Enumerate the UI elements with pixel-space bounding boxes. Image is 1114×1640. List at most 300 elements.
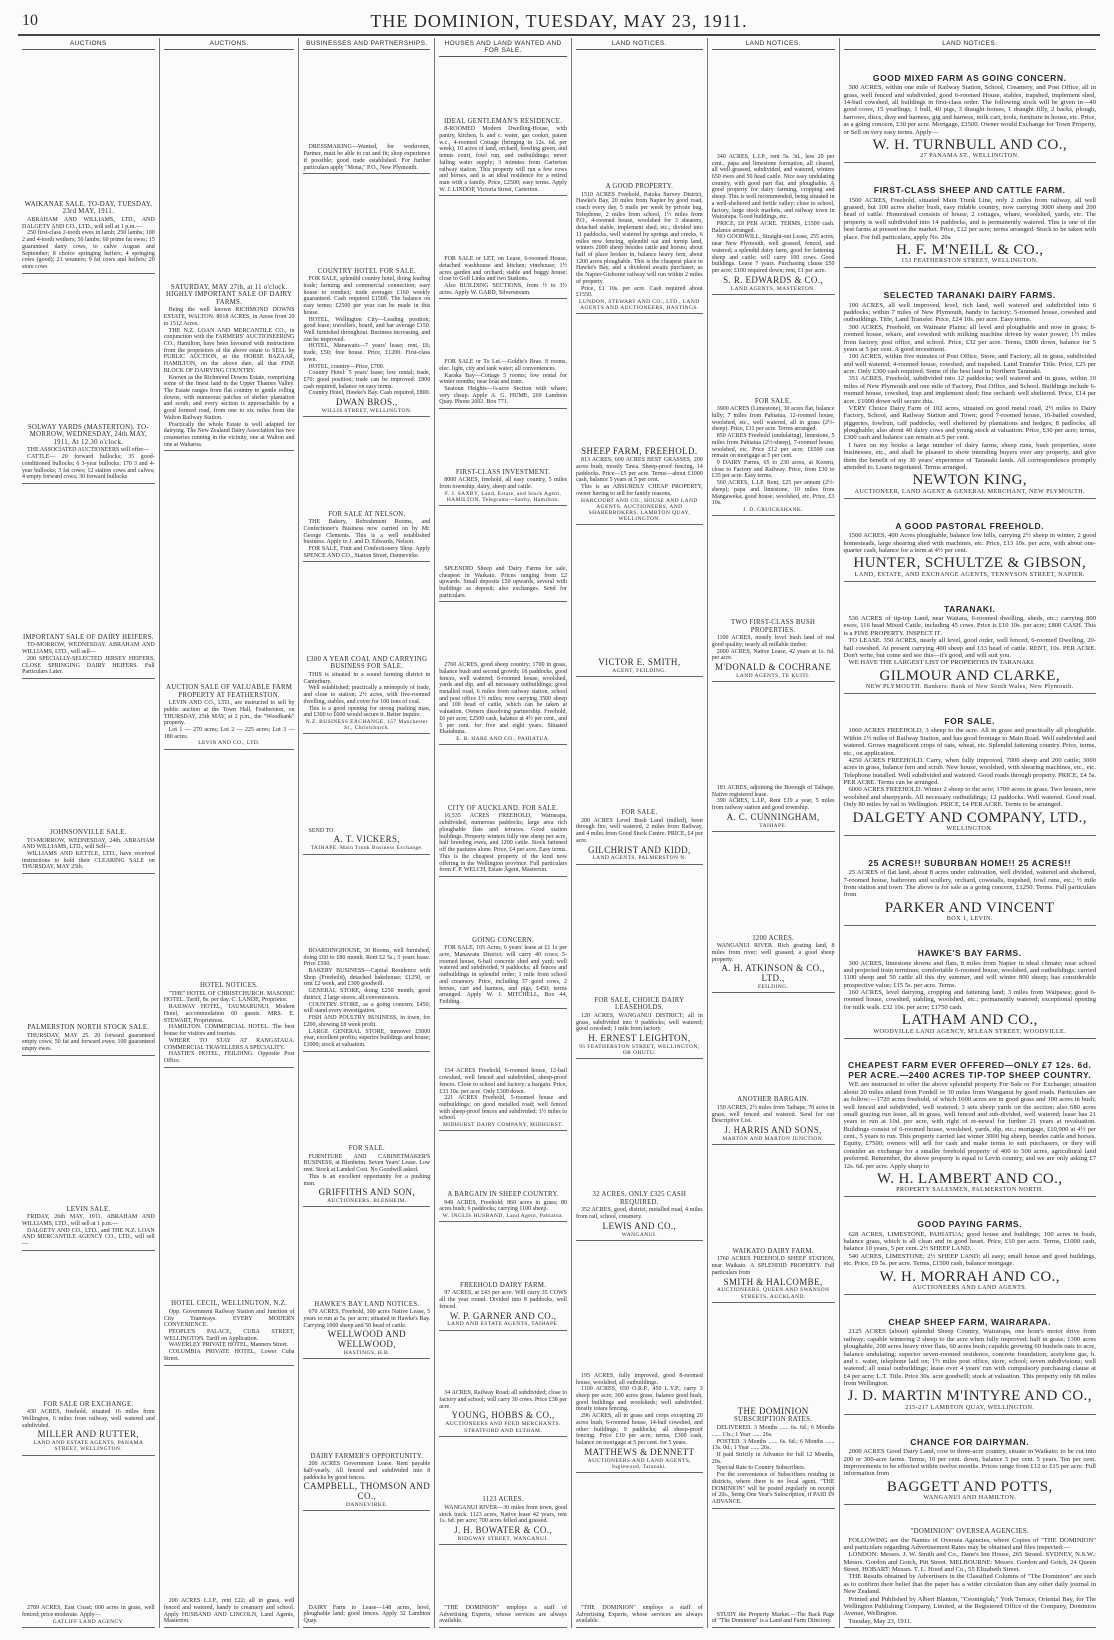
advertisement bbox=[844, 947, 1097, 1039]
advertisement bbox=[844, 715, 1097, 836]
ad-heading: 1200 ACRES. bbox=[752, 934, 795, 942]
advertisement bbox=[439, 116, 567, 197]
ad-text: WANGANUI RIVER. Rich grazing land, 8 miles from river; well grassed; a good sheep property. bbox=[711, 943, 835, 963]
advertiser-name: J. D. MARTIN M'INTYRE AND CO., bbox=[847, 1388, 1092, 1405]
advertiser-name: YOUNG, HOBBS & CO., bbox=[451, 1410, 555, 1421]
ad-text: 1100 ACRES, mostly level bush land of real good quality; nearly all millable timber. bbox=[711, 635, 835, 648]
advertiser-address: FEILDING. bbox=[757, 984, 789, 991]
column-content bbox=[712, 38, 835, 51]
advertiser-name: M'DONALD & COCHRANE bbox=[715, 662, 832, 673]
ad-text: THE Bakery, Refreshment Rooms, and Confectioner's Business now carried on by Mr. George Clements. This is a well established business. Apply to J. and D. Edwards, Nelson. bbox=[303, 519, 431, 546]
advertiser-name: H. ERNEST LEIGHTON, bbox=[588, 1032, 691, 1043]
ad-text: 2760 ACRES, good sheep country; 1700 in grass, balance bush and second growth; 16 paddocks, good fences, well watered; 6-roomed house, woolshed, yards and dip, and all necessary outbuildings; good metalled road, 6 miles from railway station, school and post office 1½ miles; now carrying 3500 sheep and 100 head of cattle, which can be taken at valuation. Owners dissolving partnership. Freehold, £6 per acre; £2500 cash, balance at 4½ per cent., and 5 per cent. for five and eight years. Situated Ekatahuna. bbox=[439, 662, 567, 736]
ad-text: THE N.Z. LOAN AND MERCANTILE CO., in conjunction with the FARMERS' AUCTIONEERING CO., Hamilton, have been favoured with instructions from the proprietors of the above estate to SELL by PUBLIC AUCTION, at the HORSE BAZAAR, HAMILTON, on the above date, all that FINE BLOCK OF DAIRYING COUNTRY. bbox=[163, 327, 295, 374]
ad-text: Known as the Richmond Downs Estate, comprising some of the finest land in the Upper Thames Valley. The Estate ranges from flat country to gentle rolling downs, with numerous patches of shelter plantation and scrub; and every section is approachable by a good formed road, from one to six miles from the Walton Railway Station. bbox=[163, 374, 295, 421]
ad-text: Well established; practically a monopoly of trade, and close to station; 2½ acres, with five-roomed dwelling, stables, and cover for 100 tons of coal. bbox=[303, 685, 431, 705]
ad-text: Tuesday, May 23, 1911. bbox=[848, 1617, 912, 1625]
advertiser-address: 215-217 LAMBTON QUAY, WELLINGTON. bbox=[905, 1403, 1035, 1411]
column-header: LAND NOTICES. bbox=[844, 38, 1097, 50]
advertiser-address: WOODVILLE LAND AGENCY, M'LEAN STREET, WOODVILLE. bbox=[873, 1027, 1067, 1035]
ad-text: 150 ACRES, 2½ miles from Taihape, 70 acres in grass, well fenced and watered. Send for our Descriptive List. bbox=[711, 1104, 835, 1125]
ad-text: "THE DOMINION" employs a staff of Advertising Experts, whose services are always available. bbox=[439, 1604, 567, 1625]
ad-heading: FIRST-CLASS SHEEP AND CATTLE FARM. bbox=[873, 185, 1066, 196]
advertisement bbox=[844, 184, 1097, 268]
advertiser-address: W. INGLIS HUSBAND, Land Agent, Pahiatua. bbox=[442, 1212, 564, 1219]
column-content bbox=[164, 38, 295, 51]
ad-text: Being the well known RICHMOND DOWNS ESTATE, WALTON. 8018 ACRES, in Areas from 20 to 1512 Acres. bbox=[163, 307, 295, 327]
ad-text: COLUMBIA PRIVATE HOTEL, Lower Cuba Street. bbox=[163, 1349, 295, 1362]
ad-text: 120 ACRES, WANGANUI DISTRICT; all in grass, subdivided into 9 paddocks; well watered; good cowshed; 1 mile from factory. bbox=[575, 1012, 703, 1033]
advertiser-address: E. B. HARE AND CO., PAHIATUA. bbox=[456, 736, 550, 743]
advertiser-address: BOX 1, LEVIN. bbox=[946, 915, 993, 923]
ad-text: 296 ACRES, all in grass and crops excepting 20 acres bush, 6-roomed house, 14-bail cowshed, and other buildings; 9 paddocks; all sheep-proof fencing. Price £10 per acre; terms, £300 cash, balance on mortgage at 5 per cent. for 5 years. bbox=[575, 1413, 703, 1446]
ad-heading: WAIKATO DAIRY FARM. bbox=[732, 1247, 814, 1255]
advertiser-address: LAND AGENTS, TE KUITI. bbox=[736, 672, 811, 679]
masthead bbox=[18, 8, 1100, 36]
ad-text: 949 ACRES, Freehold; 860 acres in grass; 80 acres bush; 6 paddocks; carrying 1100 sheep. bbox=[439, 1199, 567, 1213]
ad-text: 540 ACRES, LIMESTONE; 2½ SHEEP LAND; all easy; small house and good buildings, etc. Price, £9 5s. per acre. Terms, £1500 cash, balance mortgage. bbox=[843, 1252, 1096, 1268]
ad-text: 2789 ACRES, East Coast; 600 acres in grass, well fenced; price moderate. Apply— bbox=[22, 1605, 155, 1619]
ad-text: 154 ACRES Freehold, 6-roomed house, 12-bail cowshed, well fenced and subdivided, sheep-proof fences. Close to school and factory; a bargain. Price, £33 10s. per acre. Only £300 down. bbox=[439, 1068, 567, 1095]
advertiser-address: RIDGWAY STREET, WANGANUI. bbox=[457, 1535, 549, 1542]
advertiser-address: AGENT, FEILDING. bbox=[612, 668, 667, 674]
advertisement bbox=[439, 1280, 567, 1331]
ad-text: FOLLOWING are the Names of Oversea Agencies, where Copies of "THE DOMINION" and particulars regarding Advertisement Rates may be obtained and files inspected:— bbox=[843, 1536, 1096, 1551]
ad-text: BOARDINGHOUSE, 30 Rooms, well furnished, doing £60 to £80 month. Rent £2 5s.; 5 years lease. Price £500. bbox=[303, 947, 431, 968]
advertisement bbox=[576, 1189, 703, 1241]
advertisement bbox=[22, 422, 155, 484]
advertiser-name: W. P. GARNER AND CO., bbox=[449, 1310, 557, 1321]
ad-text: WE are instructed to offer the above splendid property For Sale or For Exchange; situation about 20 miles inland from Fordell or 30 miles from Wanganui by good roads. Particulars are as follow:—1720 acres freehold, of which 1600 acres are in good grass and 100 acres in bush; well fenced and subdivided, well watered, 3 sets sheep yards on the section; also 680 acres small grazing run lease, all in grass, well fenced and sub-divided, well watered; lease has 21 years to run at 10d. per acre, with right of re-newal for further 21 years at revaluation. Buildings consist of 6-roomed house, woolshed, yards, dip, etc.; mortgage, £10,900 at 4½ per cent., 5 years to run. This property carried last winter 3000 big sheep, besides cattle and horses. Equity, £7500; owners will sell for cash and make terms to suit purchasers, or they will consider an exchange for a smaller freehold property of 400 to 500 acres, agricultural land preferred. Remember, the above property is equal to Levin country, and we are only asking £7 12s. 6d. per acre. Apply sharp to bbox=[843, 1081, 1096, 1170]
advertiser-address: MIDHURST DAIRY COMPANY, MIDHURST. bbox=[443, 1122, 564, 1129]
ad-text: 352 ACRES, good, district, metalled road, 4 miles from rail, school, creamery. bbox=[575, 1207, 703, 1221]
advertisement bbox=[164, 1298, 295, 1365]
advertiser-address: PROPERTY SALESMEN, PALMERSTON NORTH. bbox=[896, 1186, 1044, 1194]
advertisement bbox=[22, 827, 155, 874]
advertiser-name: A. C. CUNNINGHAM, bbox=[726, 811, 820, 822]
ad-text: WE HAVE THE LARGEST LIST OF PROPERTIES IN TARANAKI. bbox=[848, 659, 1035, 667]
ad-text: 250 first-class 2-tooth ewes in lamb; 250 lambs; 100 2 and 4-tooth wethers; 50 lambs; 60 prime fat ewes; 15 guaranteed dairy cows, to calve August and September; 8 choice springing heifers; 4 springing cows (good); 21 weaners; 9 fat cows and heifers; 20 store cows bbox=[22, 230, 155, 271]
ad-text: TO-MORROW, WEDNESDAY, 24th. ABRAHAM AND WILLIAMS, LTD., will Sell— bbox=[22, 837, 155, 851]
column-content bbox=[844, 38, 1097, 51]
column-header: HOUSES AND LAND WANTED AND FOR SALE. bbox=[439, 38, 567, 57]
ad-text: VERY Choice Dairy Farm of 102 acres, situated on good metal road, 2½ miles to Dairy Factory, School, and Railway Station and Town; good 7-roomed house, 10-bailed cowshed, piggeries, fowlrun, calf paddocks, well sheltered by plantations and hedges; 8 padlocks, all ploughable; also about 40 dairy cows and young stock at valuation. Price, £30 per acre; terms, £300 cash and balance can remain at 5 per cent. bbox=[843, 404, 1096, 442]
ad-heading: FIRST-CLASS INVESTMENT. bbox=[455, 468, 551, 476]
ad-text: Price, £1 10s. per acre. Cash required about £1550. bbox=[575, 285, 703, 299]
advertiser-name: GRIFFITHS AND SON, bbox=[318, 1187, 416, 1198]
ad-text: HOTEL, Wellington City—Leading position; good lease; travellers, board, and bar average £150. Well furnished throughout. Business increasing, and can be improved. bbox=[303, 316, 431, 343]
ad-text: 34 ACRES, Railway Road; all subdivided; close to factory and school; will carry 30 cows. Price £38 per acre. bbox=[439, 1390, 567, 1410]
advertisement bbox=[439, 803, 567, 877]
ad-heading: TARANAKI. bbox=[943, 603, 996, 614]
advertiser-address: GATLIFF LAND AGENCY. bbox=[52, 1618, 125, 1625]
ad-text: PEOPLE'S PALACE, CUBA STREET, WELLINGTON. Tariff on Application. bbox=[163, 1328, 295, 1342]
ad-text: Opp. Government Railway Station and Junction of City Tramways. EVERY MODERN CONVENIENCE. bbox=[163, 1308, 295, 1329]
advertisement bbox=[712, 617, 835, 682]
ad-text: HOTEL, country—Price, £700. bbox=[308, 363, 385, 370]
ad-title: THE DOMINION bbox=[737, 1405, 809, 1416]
advertiser-name: LEWIS AND CO., bbox=[602, 1220, 677, 1231]
ad-text: 8-ROOMED Modern Dwelling-House, with pantry, kitchen, h. and c. water, gas cooker, patent w.c., 4-roomed Cottage (bringing in 12s. 6d. per week), 10 acres of land, orchard, bowling green, and tennis court, fowl run, and outbuildings; never failing water supply; 3 minutes from Carterton railway station. This property will run a few cows and horses, and is an ideal residence for a retired man with a family. Price, £2500; easy terms. Apply W. J. LINDOP, Victoria Street, Carterton. bbox=[439, 126, 567, 193]
advertiser-name: W. H. LAMBERT AND CO., bbox=[877, 1170, 1063, 1187]
column bbox=[435, 38, 572, 1628]
ad-text: COUNTRY STORE, as a going concern; £450; will stand every investigation. bbox=[303, 1001, 431, 1015]
ad-heading: CHANCE FOR DAIRYMAN. bbox=[910, 1436, 1030, 1447]
ad-text: FURNITURE AND CABINETMAKER'S BUSINESS, at Blenheim. Seven Years' Lease. Low rent. Stock at Landed Cost. No Goodwill asked. bbox=[303, 1153, 431, 1174]
advertisement bbox=[844, 520, 1097, 582]
advertisement bbox=[439, 467, 567, 506]
ad-text: FOR SALE, splendid country hotel, doing leading trade; farming and commercial connection; easy house to conduct; trade averages £160 weekly guaranteed. Cash required £1500. The balance on easy terms; £2500 per year can be made in this house. bbox=[303, 276, 431, 316]
advertisement bbox=[844, 603, 1097, 695]
ad-text: TO-MORROW, WEDNESDAY. ABRAHAM AND WILLIAMS, LTD., will sell— bbox=[22, 642, 155, 656]
ad-text: Special Rate to Country Subscribers. bbox=[716, 1465, 806, 1472]
ad-text: POSTED. 3 Months ...... 6s. 6d.; 6 Months ...... 13s. 0d.; 1 Year ...... 26s. bbox=[711, 1438, 835, 1452]
advertiser-address: AUCTIONEERS AND LAND AGENTS, Inglewood, Taranaki. bbox=[587, 1457, 691, 1470]
column bbox=[708, 38, 840, 1628]
ad-text: TO LEASE. 350 ACRES, nearly all level, good order, well fenced, 6-roomed Dwelling, 20-bail cowshed. At present carrying 400 sheep and 133 head of cattle. RENT, 10s. PER ACRE. Don't write, but come and see this—it's good, and will suit you. bbox=[843, 637, 1096, 659]
advertiser-address: LAND AND ESTATE AGENTS, TAIHAPE. bbox=[447, 1321, 559, 1328]
ad-text: 1500 ACRES, 400 Acres ploughable, balance low hills, carrying 2½ sheep in winter; 2 good homesteads, large shearing shed with machines, etc. Price, £13 10s. per acre, with about one-quarter cash, balance for a term at 4½ per cent. bbox=[843, 532, 1096, 554]
advertisement bbox=[439, 935, 567, 1009]
advertiser-address: N.Z. BUSINESS EXCHANGE, 157 Manchester St., Christchurch. bbox=[305, 719, 428, 732]
advertisement bbox=[439, 660, 567, 745]
advertiser-name: DWAN BROS., bbox=[336, 397, 398, 408]
ad-heading: GOING CONCERN. bbox=[472, 936, 535, 944]
ad-text: SEND TO bbox=[308, 827, 334, 834]
ad-text: 4250 ACRES FREEHOLD. Carry, when fully improved, 7000 sheep and 200 cattle; 3000 acres in grass, balance fern and scrub. New house, woolshed, with shearing machines, etc., etc. Telephone installed. Well subdivided and watered. Good roads through property. PRICE, £4 5s. PER ACRE. Terms can be arranged. bbox=[843, 756, 1096, 787]
ad-heading: FOR SALE. bbox=[621, 809, 658, 817]
ad-heading: WAIKANAE SALE. TO-DAY, TUESDAY, 23rd MAY, 1911. bbox=[24, 200, 153, 216]
ad-heading: LEVIN SALE. bbox=[66, 1205, 111, 1213]
advertiser-address: 153 FEATHERSTON STREET, WELLINGTON. bbox=[901, 257, 1039, 265]
advertiser-name: LATHAM AND CO., bbox=[901, 1012, 1038, 1029]
ad-title: SHEEP FARM, FREEHOLD. bbox=[581, 446, 698, 457]
advertiser-name: CAMPBELL, THOMSON AND CO., bbox=[303, 1481, 431, 1502]
advertisement bbox=[303, 1299, 430, 1360]
ad-text: DAIRY Farm to Lease—148 acres, level, ploughable land; good fences. Apply 32 Lambton Quay. bbox=[303, 1604, 431, 1625]
ad-text: 25 ACRES of flat land, about 8 acres under cultivation, well divided, watered and sheltered, 7-roomed house, bathroom and scullery, orchard, cowstalls, trapshed, fowl runs, etc.; ½ mile from station and town. The above is for sale as a going concern, £1250. Terms. Full particulars from bbox=[843, 869, 1096, 899]
ad-text: 100 ACRES, all well improved, level, rich land, well watered and subdivided into 6 paddocks; within 7 miles of New Plymouth, handy to factory; 5-roomed house, cowshed and outbuildings. Title, Land Transfer. Price, £24 10s. per acre. Easy terms. bbox=[843, 301, 1096, 324]
advertiser-address: LAND AND ESTATE AGENTS, PANAMA STREET, WELLINGTON. bbox=[33, 1440, 144, 1453]
ad-text: This is an excellent opportunity for a pushing man. bbox=[303, 1173, 431, 1187]
advertiser-address: LEVIN AND CO., LTD. bbox=[198, 740, 260, 747]
advertiser-address: LAND AGENTS, MASTERTON. bbox=[730, 285, 816, 292]
ad-heading: CITY OF AUCKLAND. FOR SALE. bbox=[447, 804, 559, 812]
ad-heading: SOLWAY YARDS (MASTERTON). TO-MORROW, WEDNESDAY, 24th MAY, 1911, At 12.30 o'clock. bbox=[27, 423, 149, 446]
ad-text: 850 ACRES Freehold (undulating), limestone, 5 miles from Pahiatua (2½-sheep), 7-roomed house, woolshed, etc. Price £12 per acre; £6500 can remain on mortgage at 5 per cent. bbox=[711, 433, 835, 460]
ad-heading: IMPORTANT SALE OF DAIRY HEIFERS. bbox=[22, 633, 154, 641]
advertiser-address: F. J. SAXBY, Land, Estate, and Stock Agent, HAMILTON. Telegrams—Saxby, Hamilton. bbox=[445, 490, 562, 504]
ad-text: 16,535 ACRES FREEHOLD, Wairarapa, subdivided, numerous paddocks; large area rich ploughable flats and terraces. Good station buildings. Property winters fully one sheep per acre, half breeding ewes, and 1200 cattle. Stock fattened off the pastures alone. Price, £4 per acre. Easy terms. This is the cheapest property of the kind now offering in the Wellington province. Full particulars from F. P. WELCH, Estate Agent, Masterton. bbox=[439, 813, 567, 874]
advertiser-address: AUCTIONEERS AND FEED MERCHANTS. STRATFORD AND ELTHAM. bbox=[445, 1421, 561, 1434]
ad-text: SPLENDID Sheep and Dairy Farms for sale, cheapest in Waikato. Prices ranging from £2 upwards. Small deposits £50 upwards, several with buildings as deposit; also exchanges. Send for particulars. bbox=[439, 565, 567, 599]
ad-text: WANGANUI RIVER—30 miles from town, good stock track. 1123 acres, Native lease 42 years, rent 1s. 6d. per acre; 700 acres felled and grassed. bbox=[439, 1504, 567, 1525]
ad-text: 221 ACRES Freehold, 5-roomed house and outbuildings; on good metalled road; well fenced with sheep-proof fences and subdivided; 1½ miles to school. bbox=[439, 1095, 567, 1122]
advertisement bbox=[576, 1603, 703, 1628]
advertisement bbox=[439, 1189, 567, 1222]
advertiser-name: S. R. EDWARDS & CO., bbox=[723, 274, 824, 285]
advertiser-address: TAIHAPE. Main Trunk Business Exchange. bbox=[310, 845, 424, 852]
advertisement bbox=[22, 632, 155, 679]
ad-text: 1060 ACRES FREEHOLD, 3 sheep to the acre. All in grass and practically all ploughable. Within 1½ miles of Railway Station, and has good frontage to Main Road. Well subdivided and watered. Grows magnificent crops of oats, wheat, etc. Splendid fattening country. Price, terms, etc., on application. bbox=[843, 727, 1096, 757]
advertiser-name: A. H. ATKINSON & CO., LTD., bbox=[721, 963, 825, 984]
advertisement bbox=[712, 396, 835, 517]
ad-text: FOR SALE or LET, on Lease, 6-roomed House, detached washhouse and kitchen; vinehouse; 1½ acres garden and orchard; stable and buggy house; close to Golf Links and two Stations. bbox=[439, 256, 567, 283]
advertisement bbox=[844, 1436, 1097, 1505]
newspaper-title: THE DOMINION, TUESDAY, MAY 23, 1911. bbox=[370, 11, 748, 31]
advertisement bbox=[712, 1610, 835, 1628]
advertiser-name: GILMOUR AND CLARKE, bbox=[879, 667, 1061, 684]
ad-text: GENERAL STORE, doing £250 month; good district; 2 large stores; all conveniences. bbox=[303, 988, 431, 1001]
ad-text: 9 DAIRY Farms, 65 to 230 acres, at Koreru, close to Factory and Railway. Price, from £30 to £35 per acre. Easy terms. bbox=[711, 459, 835, 480]
ad-text: 300 ACRES, limestone downs and flats, 8 miles from Napier in ideal climate; near school and projected train terminus; comfortable 6-roomed house, woolshed, and outbuildings; carried 1100 sheep and 50 cattle all this dry summer, and will winter 800 sheep; has considerable prospective value; £15 5s. per acre. Terms. bbox=[843, 959, 1096, 989]
column-content bbox=[439, 38, 567, 58]
advertisement bbox=[844, 1526, 1097, 1628]
ad-heading: A GOOD PASTORAL FREEHOLD. bbox=[895, 520, 1045, 531]
ad-heading: CHEAP SHEEP FARM, WAIRARAPA. bbox=[888, 1316, 1052, 1327]
advertiser-address: AUCTIONEERS, BLENHEIM. bbox=[327, 1198, 407, 1205]
advertiser-name: A. T. VICKERS, bbox=[333, 834, 401, 845]
ad-text: 1500 ACRES, Freehold, situated Main Trunk Line, only 2 miles from railway, all well grassed, but 100 acres shelter bush, easy ridable country, now carrying 3000 sheep and 200 head of cattle. Homestead consists of house, 2 cottages, whare, woolshed, yards, etc. The property is well subdivided into 14 paddocks, and is permanently watered. This is one of the best farms at present on the market. Price, £12 per acre; terms arranged. Stock to be taken with place. For full particulars, apply No. 20a bbox=[843, 196, 1096, 241]
ad-text: For the convenience of Subscribers residing in districts, where there is no local agent, "THE DOMINION" will be posted regularly on receipt of 20s., being One Year's Subscription, if PAID IN ADVANCE. bbox=[711, 1472, 835, 1505]
ad-heading: FREEHOLD DAIRY FARM. bbox=[459, 1281, 547, 1289]
column-header: LAND NOTICES. bbox=[712, 38, 835, 50]
advertisement bbox=[439, 1066, 567, 1131]
ad-heading: FOR SALE. bbox=[944, 715, 996, 726]
advertisement bbox=[576, 995, 703, 1060]
ad-text: FOR SALE or To Let.—Goldie's Brae. 8 rooms, elec. light, city and tank water; all conveniences. bbox=[439, 359, 567, 372]
ad-text: I have on my books a large number of dairy farms, sheep runs, bush properties, store businesses, etc., and shall be pleased to show intending buyers over any property, and give them the benefit of my 30 years' experience of Taranaki lands. All correspondence promptly attended to. Loans negotiated. Terms arranged. bbox=[843, 441, 1096, 471]
column bbox=[840, 38, 1101, 1628]
advertisement bbox=[712, 1246, 835, 1303]
advertiser-address: LAND, ESTATE, AND EXCHANGE AGENTS, TENNYSON STREET, NAPIER. bbox=[854, 570, 1085, 578]
ad-heading: PALMERSTON NORTH STOCK SALE. bbox=[27, 1023, 150, 1031]
advertisement bbox=[844, 289, 1097, 499]
ad-heading: HOTEL CECIL, WELLINGTON, N.Z. bbox=[171, 1300, 288, 1308]
advertiser-address: WANGANUI AND HAMILTON. bbox=[923, 1494, 1017, 1502]
ad-text: 430 ACRES, freehold, situated 16 miles from Wellington, 6 miles from railway, well watered and subdivided. bbox=[22, 1409, 155, 1429]
advertiser-name: PARKER AND VINCENT bbox=[884, 899, 1055, 916]
ad-text: 340 ACRES, L.I.P., rent 5s. 3d., less 20 per cent., papa and limestone formation, all cleared, all well grassed, subdivided, and watered, winters 650 ewes and 50 head cattle. Nice easy undulating country, with good part flat, and ploughable. A good property for dairy farming, cropping and sheep. This is well recommended, being situated in a well-sheltered and fertile valley; close to school, factory, large stock markets, and railway town in Wairarapa. Good buildings, etc. bbox=[711, 153, 835, 221]
ad-text: LEVIN AND CO., LTD., are instructed to sell by public auction at the Town Hall, Featherston, on THURSDAY, 25th MAY, at 2 p.m., the "Woodbank" property. bbox=[163, 700, 295, 727]
ad-text: CATTLE— 20 forward bullocks; 35 good-conditioned bullocks; 6 3-year bullocks; 170 3 and 4-year bullocks; 3 fat cows; 12 station cows and calves; 4 empty forward cows; 30 forward bullocks bbox=[22, 454, 155, 481]
ad-text: DALGETY AND CO., LTD., and THE N.Z. LOAN AND MERCANTILE AGENCY CO., LTD., will sell— bbox=[22, 1227, 155, 1248]
advertiser-name: BAGGETT AND POTTS, bbox=[886, 1478, 1053, 1495]
ad-text: 160 ACRES, level dairying, cropping and fattening land; 3 miles from Waipawa; good 6-roomed house, cowshed, stabling, woolshed, etc.; permanently watered; exceptional opening for milk walk. £32 10s. per acre; £1750 cash. bbox=[843, 989, 1096, 1011]
advertiser-name: MATTHEWS & DENNETT bbox=[584, 1446, 695, 1457]
ad-heading: HAWKE'S BAY FARMS. bbox=[917, 948, 1022, 959]
ad-text: 1760 ACRES FREEHOLD SHEEP STATION, near Waikato. A SPLENDID PROPERTY. Full particulars from bbox=[711, 1256, 835, 1276]
ad-heading: SATURDAY, MAY 27th, at 11 o'clock. HIGHLY IMPORTANT SALE OF DAIRY FARMS. bbox=[165, 283, 293, 306]
ad-heading: SELECTED TARANAKI DAIRY FARMS. bbox=[883, 290, 1056, 301]
column bbox=[160, 38, 300, 1628]
advertiser-name: J. HARRIS AND SONS, bbox=[724, 1124, 822, 1135]
ad-heading: ANOTHER BARGAIN. bbox=[737, 1096, 809, 1104]
ad-text: 181 ACRES, adjoining the Borough of Taihape, Native registered lease. bbox=[711, 784, 835, 798]
advertiser-address: TAIHAPE. bbox=[759, 822, 787, 829]
column-header: LAND NOTICES. bbox=[576, 38, 703, 50]
ad-text: 195 ACRES, fully improved, good 8-roomed house, woolshed, all outbuildings. bbox=[575, 1372, 703, 1386]
column-content bbox=[303, 38, 430, 51]
ad-text: 670 ACRES, Freehold, 300 acres Native Lease, 5 years to run at 5s. per acre; situated in Hawke's Bay. Carrying 1000 sheep and 50 head of cattle. bbox=[303, 1309, 431, 1329]
ad-text: BAKERY BUSINESS—Capital Residence with Shop (Freehold), detached bakehouse; £1250, or rent £2 week, and £300 goodwill. bbox=[303, 968, 431, 988]
advertisement bbox=[439, 1603, 567, 1628]
ad-text: HAMILTON. COMMERCIAL HOTEL. The best house for visitors and tourists. bbox=[163, 1024, 295, 1038]
ad-text: STUDY the Property Market.—The Back Page of "The Dominion" is a Land and Farm Directory. bbox=[711, 1611, 835, 1625]
advertiser-address: 95 FEATHERSTON STREET, WELLINGTON, OR OHUTU. bbox=[579, 1043, 700, 1057]
ad-text: Also BUILDING SECTIONS, from ½ to 3½ acres. Apply W. GARD, Silverstream. bbox=[439, 283, 567, 296]
ad-text: 100 ACRES, within five minutes of Post Office, Store, and Factory; all in grass, subdivided and well watered; 4-roomed house, cowshed, and trapshed. Land Transfer Title. Price, £25 per acre. Only £300 cash required. Some of the best land in Northern Taranaki. bbox=[843, 353, 1096, 376]
ad-text: 200 ACRES L.I.P., rent £22; all in grass, well fenced and watered, handy to creamery and school. Apply HUSBAND AND LINCOLN, Land Agents, Masterton. bbox=[163, 1598, 295, 1625]
ad-text: Karaka Bay—Cottage 5 rooms; low rental for winter months; near boat and tram. bbox=[439, 372, 567, 386]
column-content bbox=[576, 38, 703, 51]
advertisement bbox=[439, 1388, 567, 1436]
column bbox=[299, 38, 435, 1628]
ad-text: 536 ACRES of tip-top Land, near Waitara, 6-roomed dwelling, sheds, etc.; carrying 800 ewes, 116 head Mixed Cattle, including 45 cows. Price is £10 10s. per acre; £800 CASH. This is a FINE PROPERTY. INSPECT IT. bbox=[843, 615, 1096, 637]
ad-text: 300 ACRES, Freehold, on Waimate Plains; all level and ploughable and now in grass; 6-roomed house, whare, and cowshed with milking machine driven by water power; 1½ miles from factory, post office, and school. Price, £32 per acre. Terms, £800 down, balance for 5 years at 5 per cent. A good investment. bbox=[843, 323, 1096, 353]
advertisement bbox=[303, 826, 430, 855]
ad-text: 97 ACRES, at £43 per acre. Will carry 35 COWS all the year round. Divided into 8 paddocks, well fenced. bbox=[439, 1290, 567, 1310]
ad-text: Country Hotel: 5 years' lease; low rental; trade, £70; good position; trade can be improved: £800 cash required, balance on easy terms. bbox=[303, 370, 431, 390]
column bbox=[18, 38, 160, 1628]
advertisement bbox=[22, 1022, 155, 1056]
ad-text: "THE" HOTEL OF CHRISTCHURCH. MASONIC HOTEL. Tariff, 8s. per day. C. LANDE, Proprietor. bbox=[163, 990, 295, 1004]
ad-text: 351 ACRES, Freehold, subdivided into 12 paddocks; well watered and in grass, within 10 miles of New Plymouth and one mile of Factory, Post Office, and School. Buildings include 6-roomed house, cowshed, trap and implement shed; fine orchard; well sheltered. Price, £14 per acre. £1000 down will secure this. bbox=[843, 375, 1096, 405]
advertisement bbox=[712, 152, 835, 295]
advertisement bbox=[712, 1404, 835, 1509]
ad-text: WAVERLEY PRIVATE HOTEL, Manners Street. bbox=[168, 1342, 289, 1349]
advertisement bbox=[439, 254, 567, 299]
advertisement bbox=[164, 980, 295, 1068]
ad-text: WHERE TO STAY AT RANGATAUA. COMMERCIAL TRAVELLERS A SPECIALITY. bbox=[163, 1037, 295, 1051]
advertisement bbox=[439, 564, 567, 603]
column-content bbox=[22, 38, 155, 51]
advertisement bbox=[712, 933, 835, 994]
ad-text: 2000 ACRES Good Dairy Land, cow to three-acre country, situate in Waikato; to be cut into 200 or 300-acre farms. Terms, 10 per cent. down, balance 5 per cent. 5 years. Ten per cent. improvements to be effected within twelve months. Prices range from £12 to £15 per acre. Full information from bbox=[843, 1448, 1096, 1478]
advertisement bbox=[844, 857, 1097, 926]
ad-text: WILLIAMS AND KETTLE, LTD., have received instructions to hold their CLEARING SALE on THURSDAY, MAY 25th. bbox=[22, 850, 155, 871]
ad-heading: FOR SALE, CHOICE DAIRY LEASEHOLDS. bbox=[594, 996, 685, 1012]
ad-text: THE Results obtained by Advertisers in the Classified Columns of "The Dominion" are such as to confirm their belief that the paper has a wider circulation than any other daily journal in New Zealand. bbox=[843, 1573, 1096, 1596]
ad-text: 1100 ACRES, 650 O.R.P., 450 L.Y.P.; carry 3 sheep per acre; 300 acres grass, balance good bush, good buildings and woolsheds; well subdivided, mostly totara fencing. bbox=[575, 1386, 703, 1413]
ad-heading: GOOD MIXED FARM AS GOING CONCERN. bbox=[872, 72, 1067, 83]
ad-text: This is a good opening for strong pushing man, and £300 to £600 would secure it. Better inquire. bbox=[303, 705, 431, 719]
advertisement bbox=[439, 357, 567, 409]
ad-heading: FOR SALE OR EXCHANGE. bbox=[43, 1400, 134, 1408]
ad-text: FISH AND POULTRY BUSINESS, in town, for £200, showing £8 week profit. bbox=[303, 1015, 431, 1028]
ad-text: 200 ACRES Level Bush Land (milled), been through fire, well watered, 2 miles from Railway, and 4 miles from Good Stock Centre. PRICE, £4 per acre. bbox=[575, 817, 703, 844]
column-header: BUSINESSES AND PARTNERSHIPS. bbox=[303, 38, 430, 50]
ad-heading: "DOMINION" OVERSEA AGENCIES. bbox=[910, 1527, 1029, 1535]
ad-text: 200 SPECIALLY-SELECTED JERSEY HEIFERS, CLOSE SPRINGING DAIRY HEIFERS. Full Particulars Later. bbox=[22, 655, 155, 676]
advertiser-name: GILCHRIST AND KIDD, bbox=[588, 844, 691, 855]
advertisement bbox=[439, 1494, 567, 1545]
column-header: AUCTIONS bbox=[22, 38, 155, 50]
advertiser-address: WANGANUI. bbox=[621, 1231, 657, 1238]
ad-text: 628 ACRES, LIMESTONE, PAHIATUA; good house and buildings; 100 acres in bush, balance grass, which is all clean and in good heart. Price, £10 per acre. Terms, £1000 cash, balance 10 years, 5 per cent. 2½ SHEEP LAND. bbox=[843, 1230, 1096, 1253]
advertiser-address: LUNDON, STEWART AND CO., LTD., LAND AGENTS AND AUCTIONEERS, HASTINGS. bbox=[579, 299, 700, 312]
ad-text: This is an ABSURDLY CHEAP PROPERTY, owner having to sell for family reasons. bbox=[575, 484, 703, 497]
ad-heading: GOOD PAYING FARMS. bbox=[917, 1219, 1023, 1230]
newspaper-columns bbox=[18, 38, 1100, 1628]
advertisement bbox=[22, 199, 155, 274]
advertiser-address: WELLINGTON. bbox=[946, 825, 994, 833]
ad-text: PRICE, £8 PER ACRE. TERMS, £1500 cash. Balance arranged. bbox=[711, 221, 835, 234]
ad-text: Printed and Published by Albert Blanton, "Ceoninglah," York Terrace, Oriental Bay, for The Wellington Publishing Company, Limited, at the Registered Office of the Company, Dominion Avenue, Wellington. bbox=[843, 1595, 1096, 1618]
advertiser-name: W. H. MORRAH AND CO., bbox=[879, 1268, 1060, 1285]
advertisement bbox=[164, 682, 295, 750]
advertisement bbox=[303, 1143, 430, 1207]
ad-text: THIS is situated in a sound farming district in Canterbury. bbox=[303, 672, 431, 685]
advertiser-address: 27 PANAMA ST., WELLINGTON. bbox=[920, 152, 1020, 160]
ad-text: THURSDAY, MAY 25. 20 forward guaranteed empty cows; 50 fat and forward ewes; 100 guaranteed empty ewes. bbox=[22, 1032, 155, 1052]
ad-heading: DAIRY FARMER'S OPPORTUNITY. bbox=[310, 1452, 424, 1460]
ad-text: HASTIE'S HOTEL, FEILDING. Opposite Post Office. bbox=[163, 1051, 295, 1064]
ad-text: "THE DOMINION" employs a staff of Advertising Experts, whose services are always available. bbox=[575, 1604, 703, 1625]
ad-text: 2125 ACRES (about) splendid Sheep Country, Wairarapa, one hour's motor drive from railway; capable wintering 2 sheep to the acre when fully improved; half in grass; 1300 acres ploughable, 200 acres heavy river flats, 60 acres bush; capable growing 60 bushels oats to acre, balance undulating; superior seven-roomed residence, concrete foundation; acetylene gas, h. and c. water, telephone laid on; 1½ miles post office, store, school; seven subdivisions; well watered; all usual outbuildings; lease over 4 years' run with compulsory purchasing clause at £4 per acre; L.T. Title. Price 30s. acre goodwill; stock at valuation. This property only 68 miles from Wellington. bbox=[843, 1328, 1096, 1387]
page-number: 10 bbox=[22, 12, 38, 29]
advertisement bbox=[303, 509, 430, 563]
ad-heading: COUNTRY HOTEL FOR SALE. bbox=[317, 267, 416, 275]
advertiser-address: HASTINGS, H.B. bbox=[343, 1350, 390, 1357]
ad-heading: FOR SALE AT NELSON. bbox=[328, 510, 406, 518]
advertisement bbox=[576, 655, 703, 677]
ad-text: RAILWAY HOTEL, TAUMARUNUI. Modern Hotel, accommodation 60 guests. MRS. E. STEWART, Proprietress. bbox=[163, 1004, 295, 1024]
ad-text: 300 ACRES, within one mile of Railway Station, School, Creamery, and Post Office, all in grass, well fenced and subdivided, good 6-roomed House, stables, trapshed, implement shed, 14-bail cowshed, all buildings in first-class order. The following stock will be given in—40 good cows, 15 yearlings, 1 bull, 40 pigs, 3 draught horses, 1 draught filly, 2 hacks, plough, harrows, discs, dray and harness, gig and harness, milk cart, tools, furniture in house, etc. Price, as a going concern, £30 per acre. Mortgage, £3500. Owner would Exchange for Town Property, or Sell on very easy terms. Apply— bbox=[843, 84, 1096, 136]
advertisement bbox=[844, 1218, 1097, 1295]
ad-heading: AUCTION SALE OF VALUABLE FARM PROPERTY AT FEATHERSTON. bbox=[166, 683, 293, 699]
ad-heading: 32 ACRES. ONLY £325 CASH REQUIRED. bbox=[592, 1191, 687, 1206]
advertisement bbox=[576, 181, 703, 314]
ad-heading: 1123 ACRES. bbox=[482, 1496, 524, 1504]
ad-text: 813 ACRES, 600 ACRES BEST GRASSES, 200 acres bush, mostly Tawa. Sheep-proof fencing, 14 paddocks. Price—£5 per acre. Terms—about £1000 cash, balance 5 years at 5 per cent. bbox=[575, 457, 703, 484]
advertiser-name: H. F. M'NEILL & CO., bbox=[896, 241, 1044, 258]
advertiser-address: WILLIS STREET, WELLINGTON. bbox=[321, 408, 413, 415]
advertisement bbox=[22, 1399, 155, 1456]
advertisement bbox=[576, 1371, 703, 1473]
ad-text: 560 ACRES, L.I.P. Rent, £25 per annum (2½-sheep); papa and limestone, 10 miles from Mangaweka; good house, woolshed, etc. Price, £3 10s. bbox=[711, 480, 835, 507]
advertiser-address: MARTON AND MARTON JUNCTION. bbox=[722, 1135, 824, 1142]
advertiser-name: J. H. BOWATER & CO., bbox=[454, 1525, 553, 1536]
ad-text: Seatoun Heights—¼-acre Section with whare; very cheap. Apply A. G. HUME, 269 Lambton Quay. Phone 2602. Box 771. bbox=[439, 386, 567, 406]
ad-text: 1510 ACRES Freehold, Patoka Survey District, Hawke's Bay, 20 miles from Napier by good road, coach every day, 5 mails per week by private bag, Telephone, 2 miles from school, 1½ miles from P.O., 4-roomed house, woolshed for 3 shearers, detached stable, implement shed, etc.; divided into 11 paddocks, well watered by springs and creeks, 6 miles new fencing, splendid oat and turnip land, winters 2000 sheep besides cattle and horses; about half of place broken in, balance heavy fern, about 1200 acres ploughable. This is the cheapest place in Hawke's Bay, and a dividend awaits purchaser, as the Napier-Gisborne railway will run within 2 miles of property. bbox=[575, 191, 703, 285]
advertisement bbox=[303, 142, 430, 174]
advertisement bbox=[164, 1596, 295, 1628]
advertiser-name: SMITH & HALCOMBE, bbox=[723, 1276, 823, 1287]
ad-text: Lot 1 — 270 acres; Lot 2 — 225 acres; Lot 3 — 180 acres. bbox=[163, 727, 295, 740]
advertiser-name: NEWTON KING, bbox=[912, 472, 1027, 489]
column-header: AUCTIONS. bbox=[164, 38, 295, 50]
ad-text: 8000 ACRES, freehold, all easy country, 5 miles from township, dairy, sheep and cattle. bbox=[439, 477, 567, 491]
ad-text: 6000 ACRES FREEHOLD. Winter 2 sheep to the acre; 1700 acres in grass. Two houses, new woolshed and sheepyards. All necessary outbuildings; 12 paddocks. Well watered. Good road. Only 80 miles by rail to Wellington. PRICE, £4 PER ACRE. Terms to be arranged. bbox=[843, 786, 1096, 809]
ad-heading: TWO FIRST-CLASS BUSH PROPERTIES. bbox=[730, 618, 816, 634]
advertiser-address: NEW PLYMOUTH. Bankers: Bank of New South Wales, New Plymouth. bbox=[865, 683, 1074, 691]
ad-text: THE ASSOCIATED AUCTIONEERS will offer— bbox=[27, 447, 150, 454]
advertiser-name: VICTOR E. SMITH, bbox=[598, 657, 681, 668]
advertiser-address: AUCTIONEERS, QUEEN AND SWANSON STREETS, AUCKLAND. bbox=[716, 1287, 830, 1300]
ad-text: DRESSMAKING—Wanted, for workroom, Partner, must be able to cut and fit; shop experience if possible; good trade established. For further particulars apply "Mona," P.O., New Plymouth. bbox=[303, 144, 431, 171]
ad-text: LARGE GENERAL STORE, turnover £5000 year, excellent profits; superior buildings and house; £1000; stock at valuation. bbox=[303, 1028, 431, 1048]
ad-heading: JOHNSONVILLE SALE. bbox=[50, 828, 127, 836]
ad-heading: 25 ACRES!! SUBURBAN HOME!! 25 ACRES!! bbox=[868, 857, 1072, 868]
advertiser-address: AUCTIONEER, LAND AGENT & GENERAL MERCHANT, NEW PLYMOUTH. bbox=[854, 487, 1086, 495]
advertisement bbox=[844, 1316, 1097, 1415]
ad-text: HOTEL, Manawatu—7 years' lease; rent, £6; trade, £50; free house. Price, £1200. First-class town. bbox=[303, 343, 431, 363]
ad-text: Practically the whole Estate is well adapted for dairying. The New Zealand Dairy Association has two creameries running in the vicinity, one at Walton and one at Waharoa. bbox=[163, 421, 295, 448]
advertisement bbox=[712, 783, 835, 832]
advertisement bbox=[22, 1204, 155, 1251]
ad-text: 200 ACRES Government Lease. Rent payable half-yearly. All fenced and subdivided into 8 paddocks by good fences. bbox=[303, 1461, 431, 1481]
